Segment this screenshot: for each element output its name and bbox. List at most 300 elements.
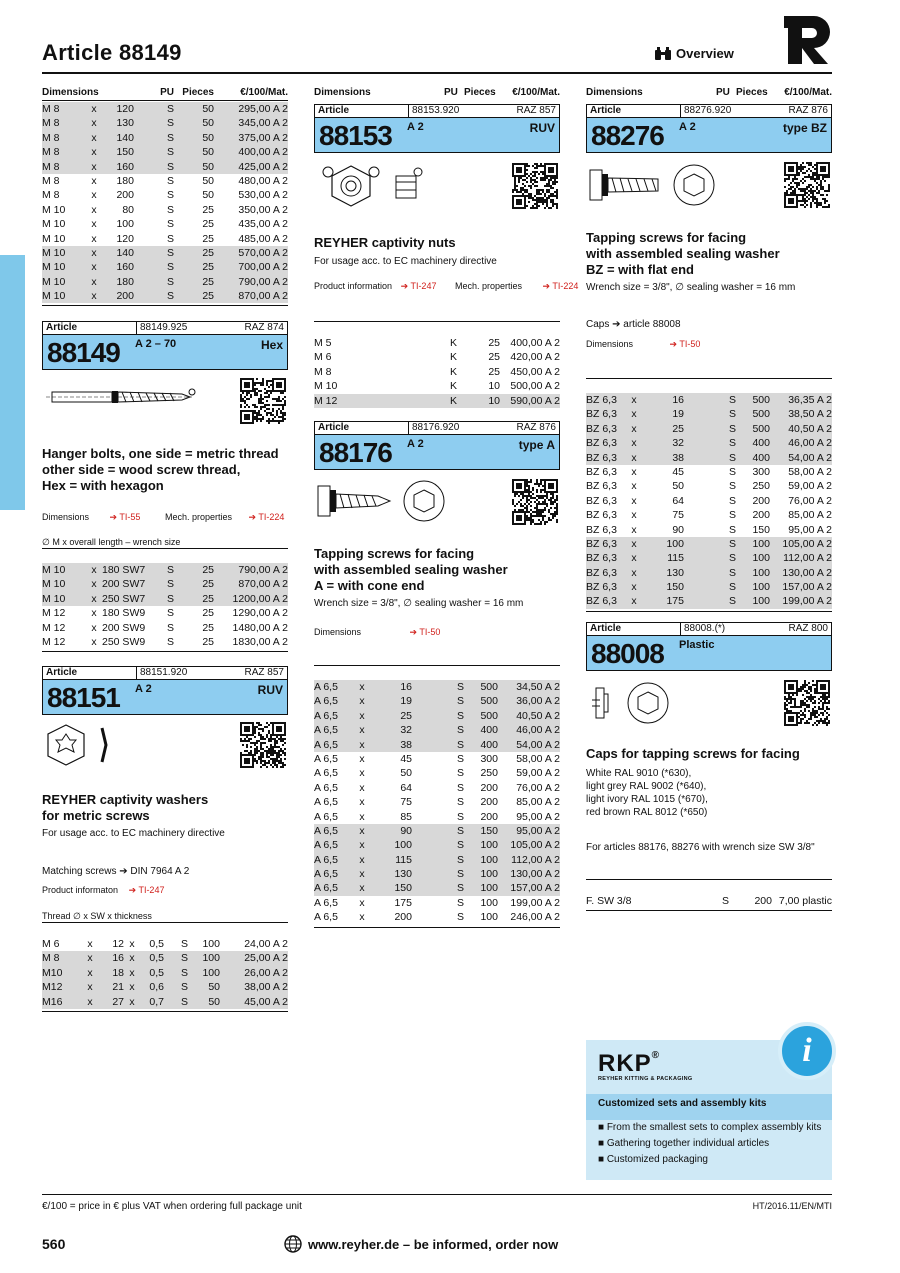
cell-pu: S <box>728 523 736 536</box>
cell-length: 32 <box>672 437 684 450</box>
cell-pu: K <box>450 337 458 349</box>
cell-price: 85,00 A 2 <box>788 509 832 522</box>
dimensions-link[interactable]: ➔ TI-50 <box>669 339 701 349</box>
article-raz: RAZ 857 <box>516 105 556 116</box>
cell-x: x <box>631 422 637 435</box>
cell-dimension: M 8 <box>42 160 60 173</box>
article-banner <box>586 635 832 671</box>
cell-length: 140 <box>116 246 134 259</box>
cell-pu: S <box>456 882 464 895</box>
cell-length: 200 <box>394 911 412 924</box>
cell-pu: S <box>728 552 736 565</box>
cell-pieces: 50 <box>202 117 214 130</box>
cell-x: x <box>91 160 97 173</box>
cell-x: x <box>359 724 365 737</box>
cell-length: 200 SW7 <box>102 578 146 591</box>
cell-price: 400,00 A 2 <box>238 146 288 159</box>
cell-price: 1290,00 A 2 <box>232 607 288 620</box>
article-box-88176 <box>314 421 560 470</box>
header-pu: PU <box>160 87 174 98</box>
cell-dimension: A 6,5 <box>314 781 338 794</box>
cell-dimension: F. SW 3/8 <box>586 895 632 907</box>
cell-x: x <box>631 465 637 478</box>
cell-dimension: A 6,5 <box>314 695 338 708</box>
cell-pu: S <box>728 465 736 478</box>
article-raz: RAZ 876 <box>516 422 556 433</box>
title-line: BZ = with flat end <box>586 262 694 277</box>
cell-pu: S <box>728 422 736 435</box>
cell-dimension: M 8 <box>42 117 60 130</box>
table-row <box>586 894 832 908</box>
table-row <box>586 494 832 508</box>
cell-pu: S <box>166 103 174 115</box>
cell-pu: S <box>728 566 736 579</box>
cell-pieces: 100 <box>480 911 498 924</box>
cell-price: 345,00 A 2 <box>238 117 288 130</box>
cell-dimension: A 6,5 <box>314 853 338 866</box>
cell-length: 175 <box>666 595 684 608</box>
footer-note: €/100 = price in € plus VAT when ordering full package unit <box>42 1201 302 1212</box>
article-banner <box>314 434 560 470</box>
cell-price: 95,00 A 2 <box>516 824 560 837</box>
color-item: light grey RAL 9002 (*640), <box>586 781 707 792</box>
binoculars-icon <box>654 47 672 61</box>
matching-screws: Matching screws ➔ DIN 7964 A 2 <box>42 866 190 877</box>
cell-length: 16 <box>400 681 412 693</box>
table-row <box>42 592 288 606</box>
article-number: 88153 <box>319 120 392 151</box>
cell-dimension: A 6,5 <box>314 911 338 924</box>
table-row <box>314 795 560 809</box>
table-rule <box>42 305 288 306</box>
cell-price: 1200,00 A 2 <box>232 592 288 605</box>
cell-pu: K <box>450 394 458 407</box>
cell-dimension: A 6,5 <box>314 882 338 895</box>
article-label: Article <box>46 667 78 678</box>
title-line: Tapping screws for facing <box>314 546 475 561</box>
table-row <box>586 422 832 436</box>
table-row <box>42 203 288 217</box>
article-code: 88149.925 <box>136 322 245 334</box>
qr-code-icon <box>784 680 830 726</box>
dimensions-ref[interactable] <box>42 512 284 523</box>
cell-length: 32 <box>400 724 412 737</box>
cell-pu: S <box>166 131 174 144</box>
product-info-label: Product information <box>314 281 393 291</box>
article-raz: RAZ 800 <box>788 623 828 634</box>
cell-price: 26,00 A 2 <box>244 966 288 979</box>
title-line: with assembled sealing washer <box>314 562 508 577</box>
cell-pu: S <box>166 218 174 231</box>
cell-pu: S <box>166 275 174 288</box>
cell-x: x <box>359 896 365 909</box>
product-info-link[interactable]: ➔ TI-247 <box>128 885 165 895</box>
table-header-col2 <box>314 87 560 102</box>
cell-x: x <box>631 552 637 565</box>
table-row <box>42 563 288 577</box>
dimensions-label: Dimensions <box>314 627 362 637</box>
cell-length: 45 <box>400 752 412 765</box>
cell-dimension: BZ 6,3 <box>586 509 617 522</box>
product-info-ref[interactable] <box>42 885 164 896</box>
overview-label: Overview <box>676 46 734 61</box>
cell-thread: M 8 <box>42 952 60 965</box>
info-icon: i <box>778 1022 836 1080</box>
cell-pieces: 50 <box>208 981 220 994</box>
mech-link[interactable]: ➔ TI-224 <box>542 281 579 291</box>
cell-thread: M12 <box>42 981 63 994</box>
cell-price: 350,00 A 2 <box>238 203 288 216</box>
cell-pieces: 25 <box>202 607 214 620</box>
cell-x: x <box>631 494 637 507</box>
cell-pu: S <box>456 868 464 881</box>
cell-pu: S <box>166 160 174 173</box>
article-code-row <box>42 321 288 334</box>
cell-x: x <box>631 394 637 406</box>
table-88008 <box>586 879 832 911</box>
article-description: For usage acc. to EC machinery directive <box>42 828 225 839</box>
cell-pieces: 100 <box>480 882 498 895</box>
cell-dimension: A 6,5 <box>314 738 338 751</box>
cell-pu: S <box>728 408 736 421</box>
cell-length: 130 <box>116 117 134 130</box>
cell-x: x <box>91 621 97 634</box>
article-banner <box>586 117 832 153</box>
cell-pieces: 200 <box>480 810 498 823</box>
table-row <box>586 594 832 608</box>
cell-length: 115 <box>667 552 684 565</box>
cell-pieces: 200 <box>752 509 770 522</box>
cell-dimension: BZ 6,3 <box>586 494 617 507</box>
table-row <box>314 910 560 924</box>
table-row <box>314 723 560 737</box>
cell-price: 85,00 A 2 <box>516 796 560 809</box>
article-title: Caps for tapping screws for facing <box>586 746 800 761</box>
cell-length: 175 <box>394 896 412 909</box>
cell-length: 75 <box>672 509 684 522</box>
cell-x: x <box>91 592 97 605</box>
cell-x: x <box>87 952 93 965</box>
cell-x: x <box>91 232 97 245</box>
cell-pu: S <box>456 896 464 909</box>
cell-pu: S <box>722 895 730 907</box>
cell-length: 16 <box>672 394 684 406</box>
cell-x: x <box>129 981 135 994</box>
dimensions-link[interactable]: ➔ TI-55 <box>109 512 141 522</box>
table-row <box>42 232 288 246</box>
cell-dimension: M 10 <box>314 380 338 393</box>
cell-price: 1480,00 A 2 <box>232 621 288 634</box>
cell-price: 54,00 A 2 <box>516 738 560 751</box>
cell-pu: S <box>166 117 174 130</box>
cell-price: 105,00 A 2 <box>510 839 560 852</box>
cell-price: 500,00 A 2 <box>510 380 560 393</box>
cell-dimension: A 6,5 <box>314 752 338 765</box>
cell-pieces: 400 <box>480 724 498 737</box>
product-info-ref[interactable] <box>314 281 578 292</box>
cell-price: 420,00 A 2 <box>510 351 560 364</box>
cell-price: 400,00 A 2 <box>510 337 560 349</box>
cell-x: x <box>91 261 97 274</box>
cell-pieces: 400 <box>752 451 770 464</box>
cell-pieces: 50 <box>202 174 214 187</box>
dimensions-ref[interactable] <box>586 339 700 350</box>
cell-price: 36,00 A 2 <box>516 695 560 708</box>
cell-price: 59,00 A 2 <box>516 767 560 780</box>
table-row <box>42 966 288 980</box>
cell-dimension: M 10 <box>42 232 66 245</box>
cell-dimension: M 12 <box>314 394 338 407</box>
table-row <box>314 336 560 350</box>
cell-x: x <box>359 839 365 852</box>
table-row <box>314 680 560 694</box>
cell-dimension: M 12 <box>42 635 66 648</box>
cell-length: 120 <box>116 232 134 245</box>
cell-pu: S <box>180 981 188 994</box>
table-row <box>42 937 288 951</box>
table-88151 <box>42 922 288 1012</box>
cell-x: x <box>91 174 97 187</box>
cell-dimension: BZ 6,3 <box>586 581 617 594</box>
article-description: For usage acc. to EC machinery directive <box>314 256 497 267</box>
cell-x: x <box>631 595 637 608</box>
cell-length: 85 <box>400 810 412 823</box>
table-row <box>314 881 560 895</box>
table-rule <box>314 927 560 928</box>
reyher-logo-icon <box>780 14 832 66</box>
table-row <box>586 537 832 551</box>
cell-sw: 16 <box>112 952 124 965</box>
cell-length: 180 SW7 <box>102 564 146 576</box>
article-raz: RAZ 876 <box>788 105 828 116</box>
header-pieces: Pieces <box>464 87 496 98</box>
cell-sw: 21 <box>112 981 124 994</box>
cell-thread: M10 <box>42 966 63 979</box>
header-price: €/100/Mat. <box>784 87 832 98</box>
cell-length: 160 <box>116 160 134 173</box>
cell-dimension: M 8 <box>42 131 60 144</box>
cell-length: 45 <box>672 465 684 478</box>
table-header-col3 <box>586 87 832 102</box>
cell-pu: S <box>180 938 188 950</box>
cell-pieces: 150 <box>752 523 770 536</box>
cell-dimension: BZ 6,3 <box>586 408 617 421</box>
table-row <box>314 781 560 795</box>
table-row <box>586 451 832 465</box>
dimensions-label: Dimensions <box>586 339 634 349</box>
cell-x: x <box>359 882 365 895</box>
cell-pu: S <box>456 796 464 809</box>
cell-length: 25 <box>400 709 412 722</box>
cell-x: x <box>631 480 637 493</box>
cell-length: 100 <box>394 839 412 852</box>
cell-pieces: 50 <box>202 160 214 173</box>
table-row <box>42 606 288 620</box>
cell-price: 46,00 A 2 <box>516 724 560 737</box>
wrench-size: Wrench size = 3/8", ∅ sealing washer = 16 mm <box>314 598 524 609</box>
cell-dimension: A 6,5 <box>314 767 338 780</box>
header-price: €/100/Mat. <box>512 87 560 98</box>
wrench-size: Wrench size = 3/8", ∅ sealing washer = 16 mm <box>586 282 796 293</box>
article-banner <box>42 334 288 370</box>
cell-length: 160 <box>116 261 134 274</box>
cell-price: 790,00 A 2 <box>238 564 288 576</box>
cell-price: 870,00 A 2 <box>238 290 288 303</box>
mech-label: Mech. properties <box>164 512 232 522</box>
cell-dimension: M 12 <box>42 621 66 634</box>
article-number: 88008 <box>591 638 664 669</box>
cell-dimension: A 6,5 <box>314 824 338 837</box>
cell-price: 59,00 A 2 <box>788 480 832 493</box>
cell-x: x <box>91 290 97 303</box>
article-label: Article <box>590 623 622 634</box>
cell-price: 870,00 A 2 <box>238 578 288 591</box>
qr-code-icon <box>512 479 558 525</box>
dimensions-link[interactable]: ➔ TI-50 <box>409 627 441 637</box>
cell-length: 115 <box>395 853 412 866</box>
captivity-washer-drawing-icon <box>44 722 124 768</box>
cell-price: 38,00 A 2 <box>244 981 288 994</box>
table-row <box>314 752 560 766</box>
cell-dimension: M 6 <box>314 351 332 364</box>
cell-price: 450,00 A 2 <box>510 365 560 378</box>
cell-x: x <box>91 103 97 115</box>
overview-link[interactable] <box>654 46 734 61</box>
cell-pieces: 100 <box>480 868 498 881</box>
cell-length: 38 <box>672 451 684 464</box>
color-item: light ivory RAL 1015 (*670), <box>586 794 708 805</box>
cell-price: 46,00 A 2 <box>788 437 832 450</box>
article-title <box>42 792 208 824</box>
qr-code-icon <box>784 162 830 208</box>
cell-dimension: A 6,5 <box>314 896 338 909</box>
cell-x: x <box>129 938 135 950</box>
cell-length: 200 SW9 <box>102 621 146 634</box>
table-row <box>42 160 288 174</box>
cell-pieces: 25 <box>202 275 214 288</box>
cell-length: 150 <box>116 146 134 159</box>
cell-x: x <box>91 564 97 576</box>
cell-pu: S <box>166 564 174 576</box>
cell-length: 150 <box>394 882 412 895</box>
cell-pu: S <box>728 394 736 406</box>
header-price: €/100/Mat. <box>240 87 288 98</box>
table-row <box>42 217 288 231</box>
cell-dimension: BZ 6,3 <box>586 451 617 464</box>
cell-dimension: A 6,5 <box>314 709 338 722</box>
dimensions-ref[interactable] <box>314 627 440 638</box>
article-code: 88176.920 <box>408 422 517 434</box>
cell-price: 40,50 A 2 <box>788 422 832 435</box>
table-row <box>314 824 560 838</box>
cell-price: 58,00 A 2 <box>516 752 560 765</box>
tapping-screw-a-drawing-icon <box>316 478 446 524</box>
product-info-link[interactable]: ➔ TI-247 <box>400 281 437 291</box>
cell-price: 157,00 A 2 <box>782 581 832 594</box>
cell-dimension: M 10 <box>42 564 66 576</box>
title-line: Tapping screws for facing <box>586 230 747 245</box>
cell-price: 76,00 A 2 <box>516 781 560 794</box>
cell-x: x <box>359 824 365 837</box>
article-label: Article <box>318 105 350 116</box>
cell-x: x <box>129 952 135 965</box>
qr-code-icon <box>240 722 286 768</box>
cell-pieces: 500 <box>480 681 498 693</box>
table-row <box>314 896 560 910</box>
cell-dimension: M 10 <box>42 246 66 259</box>
cell-x: x <box>359 853 365 866</box>
table-rule <box>586 910 832 911</box>
side-tab <box>0 255 25 510</box>
cell-dimension: A 6,5 <box>314 868 338 881</box>
cell-x: x <box>631 509 637 522</box>
header-pieces: Pieces <box>736 87 768 98</box>
mech-link[interactable]: ➔ TI-224 <box>248 512 285 522</box>
cell-dimension: BZ 6,3 <box>586 422 617 435</box>
table-row <box>314 838 560 852</box>
cell-dimension: M 8 <box>314 365 332 378</box>
table-row <box>586 523 832 537</box>
article-banner <box>314 117 560 153</box>
table-note: Thread ∅ x SW x thickness <box>42 911 152 921</box>
article-code-row <box>586 622 832 635</box>
cell-length: 50 <box>672 480 684 493</box>
table-row <box>42 260 288 274</box>
cell-pu: S <box>728 581 736 594</box>
cell-x: x <box>631 581 637 594</box>
cell-pu: S <box>166 246 174 259</box>
cell-x: x <box>87 995 93 1008</box>
website-link[interactable] <box>284 1235 558 1253</box>
cell-length: 100 <box>116 218 134 231</box>
cell-pu: S <box>728 595 736 608</box>
article-code-row <box>314 104 560 117</box>
cell-price: 295,00 A 2 <box>238 103 288 115</box>
cell-price: 130,00 A 2 <box>510 868 560 881</box>
cell-thickness: 0,5 <box>149 938 164 950</box>
cell-length: 180 <box>116 275 134 288</box>
table-88153 <box>314 321 560 408</box>
article-code-row <box>314 421 560 434</box>
cell-x: x <box>87 938 93 950</box>
mech-label: Mech. properties <box>454 281 522 291</box>
cell-price: 790,00 A 2 <box>238 275 288 288</box>
table-row <box>42 995 288 1009</box>
cell-length: 64 <box>400 781 412 794</box>
article-number: 88176 <box>319 437 392 468</box>
cell-price: 435,00 A 2 <box>238 218 288 231</box>
table-row <box>42 174 288 188</box>
table-88276 <box>586 378 832 612</box>
cell-pu: K <box>450 365 458 378</box>
cell-length: 200 <box>116 290 134 303</box>
cell-price: 25,00 A 2 <box>244 952 288 965</box>
cell-x: x <box>91 607 97 620</box>
cell-length: 130 <box>666 566 684 579</box>
cell-price: 130,00 A 2 <box>782 566 832 579</box>
cell-price: 199,00 A 2 <box>782 595 832 608</box>
cell-x: x <box>91 203 97 216</box>
for-articles: For articles 88176, 88276 with wrench size SW 3/8" <box>586 842 815 853</box>
cell-price: 58,00 A 2 <box>788 465 832 478</box>
cell-pu: S <box>456 767 464 780</box>
cell-pieces: 300 <box>480 752 498 765</box>
table-88176 <box>314 665 560 928</box>
cell-length: 200 <box>116 189 134 202</box>
cell-x: x <box>359 911 365 924</box>
cell-pu: S <box>166 189 174 202</box>
cell-x: x <box>91 131 97 144</box>
